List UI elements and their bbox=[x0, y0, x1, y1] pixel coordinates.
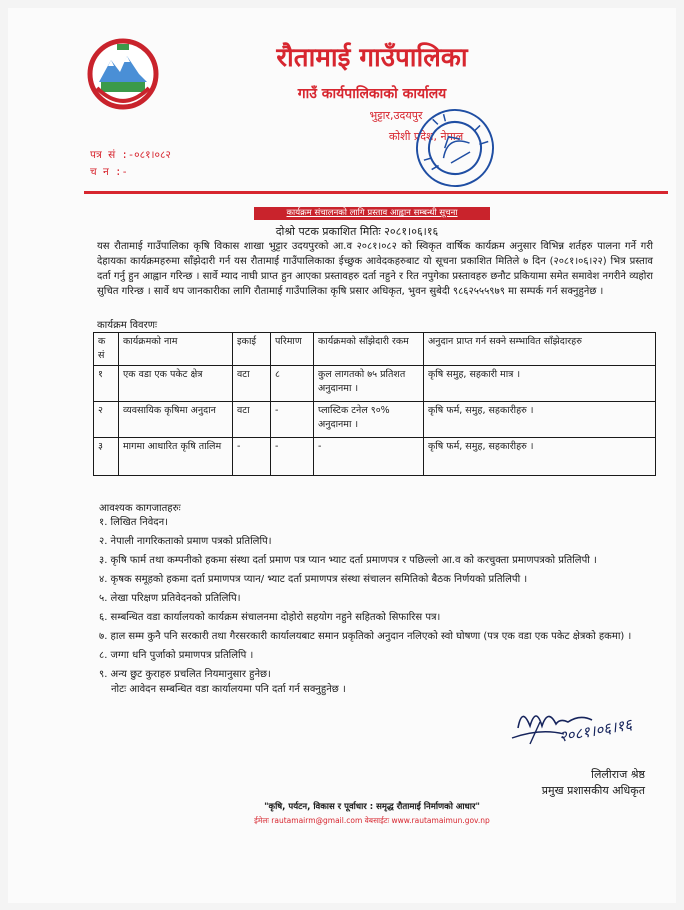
office-stamp bbox=[410, 103, 500, 193]
header-unit: इकाई bbox=[233, 333, 271, 366]
cell-eligible-partners: कृषि फर्म, समुह, सहकारीहरु । bbox=[424, 402, 656, 438]
cell-quantity: ८ bbox=[271, 366, 314, 402]
header-quantity: परिमाण bbox=[271, 333, 314, 366]
list-item: ६. सम्बन्धित वडा कार्यालयको कार्यक्रम संचालनमा दोहोरो सहयोग नहुने सहितको सिफारिस पत्र। bbox=[99, 612, 441, 623]
header-eligible-partners: अनुदान प्राप्त गर्न सक्ने सम्भावित साँझेदारहरु bbox=[424, 333, 656, 366]
table-row bbox=[94, 438, 656, 476]
cell-serial: २ bbox=[94, 402, 119, 438]
table-row bbox=[94, 402, 656, 438]
footer-slogan: "कृषि, पर्यटन, विकास र पूर्वाधार : समृद्ध रौतामाई निर्माणको आधार" bbox=[264, 802, 480, 812]
cell-partnership-amount: कुल लागतको ७५ प्रतिशत अनुदानमा । bbox=[314, 366, 424, 402]
list-item: ९. अन्य छुट कुराहरु प्रचलित नियमानुसार हुनेछ। bbox=[99, 669, 271, 680]
handwritten-signature bbox=[500, 698, 670, 770]
notice-title: कार्यक्रम संचालनको लागि प्रस्ताव आह्वान सम्बन्धी सूचना bbox=[254, 207, 490, 220]
cell-unit: वटा bbox=[233, 366, 271, 402]
office-address: भुट्टार,उदयपुर bbox=[369, 109, 423, 122]
office-name: गाउँ कार्यपालिकाको कार्यालय bbox=[297, 86, 447, 102]
list-item: ३. कृषि फार्म तथा कम्पनीको हकमा संस्था दर्ता प्रमाण पत्र प्यान भ्याट दर्ता प्रमाणपत्र र पछिल्लो आ.व को करचुक्ता प्रमाणपत्रको प्रतिलिपी । bbox=[99, 555, 597, 566]
cell-serial: ३ bbox=[94, 438, 119, 476]
office-province: कोशी प्रदेश, नेपाल bbox=[388, 130, 464, 143]
programs-table bbox=[93, 332, 656, 476]
documents-list bbox=[99, 515, 659, 701]
programs-heading: कार्यक्रम विवरणः bbox=[97, 320, 157, 331]
signatory bbox=[0, 767, 645, 799]
table-header-row bbox=[94, 333, 656, 366]
cell-program-name: व्यवसायिक कृषिमा अनुदान bbox=[119, 402, 233, 438]
cell-unit: वटा bbox=[233, 402, 271, 438]
header-partnership-amount: कार्यक्रमको साँझेदारी रकम bbox=[314, 333, 424, 366]
cell-program-name: एक वडा एक पकेट क्षेत्र bbox=[119, 366, 233, 402]
publication-date: दोश्रो पटक प्रकाशित मितिः २०८१।०६।१६ bbox=[275, 225, 439, 238]
table-row bbox=[94, 366, 656, 402]
signatory-designation: प्रमुख प्रशासकीय अधिकृत bbox=[541, 784, 645, 797]
list-item: २. नेपाली नागरिकताको प्रमाण पत्रको प्रतिलिपि। bbox=[99, 536, 272, 547]
cell-eligible-partners: कृषि फर्म, समुह, सहकारीहरु । bbox=[424, 438, 656, 476]
cell-serial: १ bbox=[94, 366, 119, 402]
header-serial: क सं bbox=[94, 333, 119, 366]
reference-number: पत्र सं :-०८१।०८२ bbox=[90, 149, 171, 161]
footer-contact: ईमेलः rautamairm@gmail.com वेबसाईटः www.rautamaimun.gov.np bbox=[254, 816, 490, 825]
org-name: रौतामाई गाउँपालिका bbox=[276, 43, 468, 73]
list-item: ४. कृषक समूहको हकमा दर्ता प्रमाणपत्र प्यान/ भ्याट दर्ता प्रमाणपत्र संस्था संचालन समितिको बैठक निर्णयको प्रतिलिपी । bbox=[99, 574, 528, 585]
list-item: १. लिखित निवेदन। bbox=[99, 517, 168, 528]
documents-heading: आवश्यक कागजातहरुः bbox=[99, 503, 181, 514]
header-divider bbox=[84, 191, 668, 194]
dispatch-number: च न :- bbox=[90, 166, 128, 178]
list-item: ५. लेखा परिक्षण प्रतिवेदनको प्रतिलिपि। bbox=[99, 593, 241, 604]
cell-quantity: - bbox=[271, 402, 314, 438]
cell-partnership-amount: - bbox=[314, 438, 424, 476]
cell-eligible-partners: कृषि समुह, सहकारी मात्र । bbox=[424, 366, 656, 402]
cell-unit: - bbox=[233, 438, 271, 476]
list-item: ७. हाल सम्म कुनै पनि सरकारी तथा गैरसरकारी कार्यालयबाट समान प्रकृतिको अनुदान नलिएको स्वो घोषणा (पत्र एक वडा एक पकेट क्षेत्रको हकमा) । bbox=[99, 631, 632, 642]
cell-quantity: - bbox=[271, 438, 314, 476]
header-program-name: कार्यक्रमको नाम bbox=[119, 333, 233, 366]
signatory-name: लिलीराज श्रेष्ठ bbox=[591, 768, 645, 781]
notice-body: यस रौतामाई गाउँपालिका कृषि विकास शाखा भुट्टार उदयपुरको आ.व २०८१।०८२ को स्विकृत वार्षिक कार्यक्रम अनुसार विभिन्न शर्तहरु पालना गर्ने गरी देहायका कार्यक्रमहरुमा साँझेदारी गर्न यस रौतामाई गाउँपालिकाका ईच्छुक आवेदकहरुबाट यो सूचना प्रकाशित मितिले ७ दिन (२०८१।०६।२२) भित्र प्रस्ताव दर्ता गर्नु हुन आह्वान गरिन्छ । सार्वे म्याद नाघी प्राप्त हुन आएका प्रस्तावहरु दर्ता नहुने र रित नपुगेका प्रस्तावहरु छनौट प्रकियामा समेत समावेश नगरीने व्यहोरा सुचित गरिन्छ । सार्वे थप जानकारीका लागि रौतामाई गाउँपालिका कृषि प्रसार अधिकृत, भुवन सुबेदी ९८६२५५५९७९ मा सम्पर्क गर्न सक्नुहुनेछ । bbox=[97, 241, 653, 297]
list-item: ८. जग्गा धनि पुर्जाको प्रमाणपत्र प्रतिलिपि । bbox=[99, 650, 254, 661]
signature-date: २०८१।०६।१६ bbox=[557, 715, 634, 746]
note-item: नोटः आवेदन सम्बन्धित वडा कार्यालयमा पनि दर्ता गर्न सक्नुहुनेछ । bbox=[111, 684, 346, 695]
cell-partnership-amount: प्लास्टिक टनेल ९०% अनुदानमा । bbox=[314, 402, 424, 438]
cell-program-name: मागमा आधारित कृषि तालिम bbox=[119, 438, 233, 476]
